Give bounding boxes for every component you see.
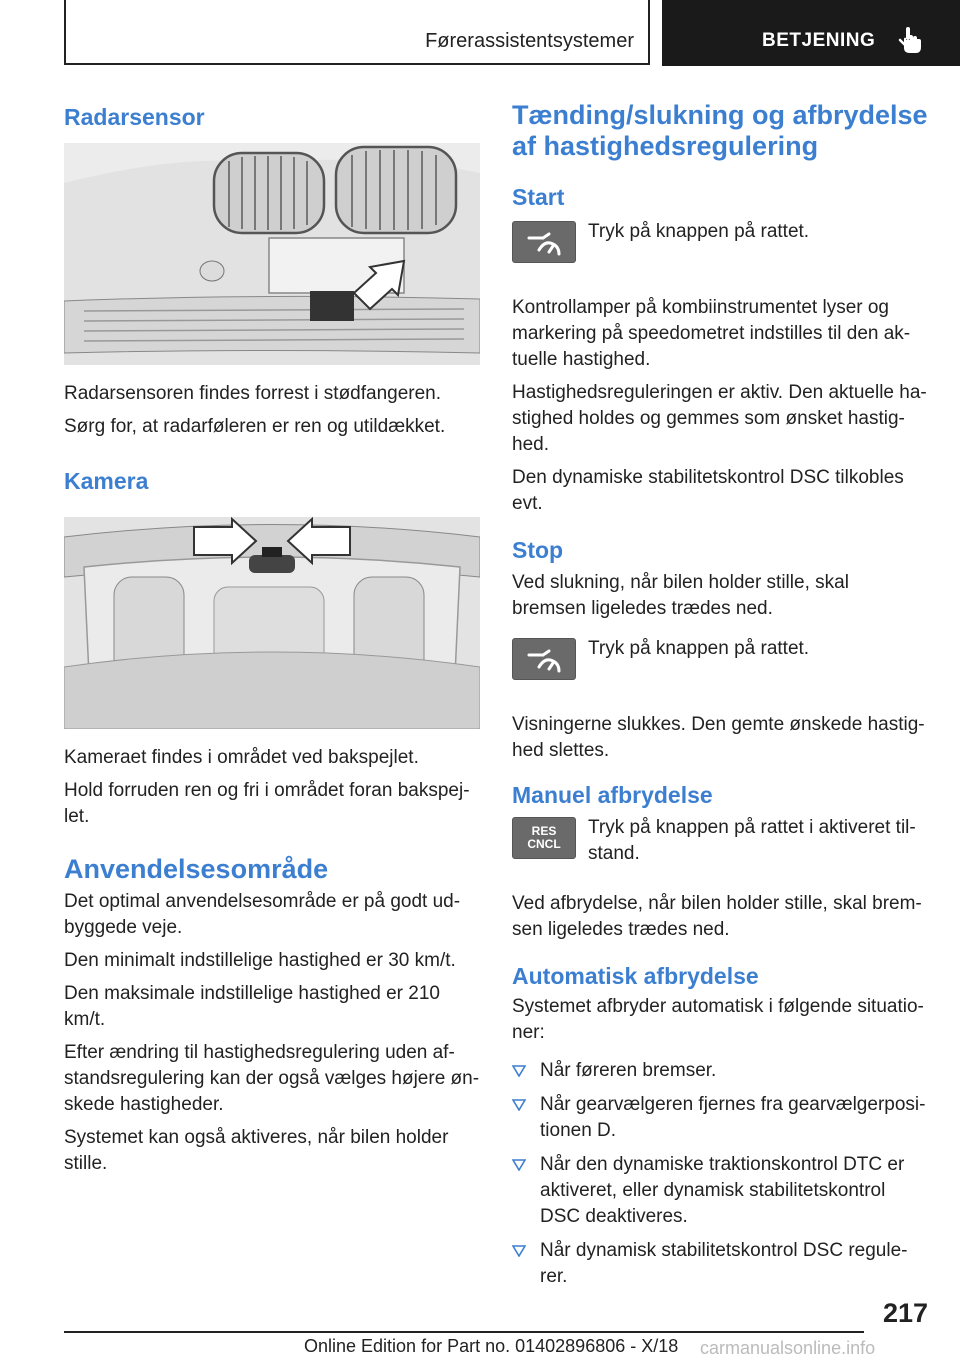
- camera-paragraph-2: Hold forruden ren og fri i området foran bakspej-let.: [64, 780, 470, 827]
- stop-paragraph-2: Visningerne slukkes. Den gemte ønskede hastig-hed slettes.: [512, 714, 925, 761]
- start-paragraph-2: Hastighedsreguleringen er aktiv. Den aktuelle ha-stighed holdes og gemmes som ønsket hastig-hed.: [512, 382, 927, 455]
- stop-heading: Stop: [512, 537, 564, 563]
- edition-text: Online Edition for Part no. 01402896806 - X/18: [304, 1336, 679, 1356]
- triangle-bullet-icon: [512, 1159, 526, 1171]
- res-cncl-button[interactable]: [512, 817, 576, 859]
- list-item: [512, 1238, 928, 1290]
- right-column: [512, 100, 928, 1298]
- start-paragraph-3: Den dynamiske stabilitetskontrol DSC tilkobles evt.: [512, 467, 904, 514]
- bullet-text: Når den dynamiske traktionskontrol DTC er aktiveret, eller dynamisk stabilitetskontrol DSC deaktiveres.: [540, 1154, 905, 1227]
- chapter-tab-label: BETJENING: [762, 30, 876, 51]
- list-item: [512, 1152, 928, 1230]
- usage-heading: Anvendelsesområde: [64, 854, 329, 884]
- bullet-text: Når dynamisk stabilitetskontrol DSC regule-rer.: [540, 1240, 908, 1287]
- manual-heading: Manuel afbrydelse: [512, 782, 713, 808]
- triangle-bullet-icon: [512, 1099, 526, 1111]
- camera-heading: Kamera: [64, 468, 149, 494]
- list-item: [512, 1058, 928, 1084]
- stop-paragraph-1: Ved slukning, når bilen holder stille, skal bremsen ligeledes trædes ned.: [512, 572, 849, 619]
- usage-paragraph-5: Systemet kan også aktiveres, når bilen holder stille.: [64, 1127, 449, 1174]
- camera-paragraph-1: Kameraet findes i området ved bakspejlet.: [64, 747, 419, 768]
- auto-heading: Automatisk afbrydelse: [512, 963, 759, 989]
- triangle-bullet-icon: [512, 1245, 526, 1257]
- start-button-row: [512, 219, 928, 285]
- page-header: [0, 0, 960, 66]
- hand-pointer-icon: [898, 26, 924, 54]
- main-heading: Tænding/slukning og afbrydelse af hastighedsregulering: [512, 100, 928, 161]
- start-button-text: Tryk på knappen på rattet.: [588, 221, 810, 242]
- watermark-brand: carmanualsonline.info: [700, 1338, 876, 1358]
- stop-button-text: Tryk på knappen på rattet.: [588, 638, 810, 659]
- manual-paragraph-1: Ved afbrydelse, når bilen holder stille, skal brem-sen ligeledes trædes ned.: [512, 893, 922, 940]
- res-cncl-label-top: RES: [531, 824, 557, 838]
- left-column: [64, 100, 480, 1184]
- manual-button-text: Tryk på knappen på rattet i aktiveret til-stand.: [588, 817, 916, 864]
- car-front-illustration: [64, 143, 480, 365]
- camera-image: [64, 517, 480, 729]
- page-number: 217: [882, 1298, 928, 1328]
- section-title: Førerassistentsystemer: [425, 30, 634, 52]
- list-item: [512, 1092, 928, 1144]
- radar-heading: Radarsensor: [64, 104, 205, 130]
- cruise-control-button[interactable]: [512, 221, 576, 263]
- usage-paragraph-3: Den maksimale indstillelige hastighed er 210 km/t.: [64, 983, 440, 1030]
- header-left-rule: [64, 0, 66, 64]
- usage-paragraph-4: Efter ændring til hastighedsregulering uden af-standsregulering kan der også vælges højere øn-skede hastigheder.: [64, 1042, 480, 1115]
- header-bottom-rule: [64, 63, 650, 65]
- cruise-control-icon: [513, 639, 577, 681]
- cruise-control-icon: [513, 222, 577, 264]
- header-mid-rule: [648, 0, 650, 64]
- manual-button-row: [512, 815, 928, 881]
- start-heading: Start: [512, 184, 565, 210]
- res-cncl-label-bottom: CNCL: [527, 837, 561, 851]
- usage-paragraph-1: Det optimal anvendelsesområde er på godt ud-byggede veje.: [64, 891, 461, 938]
- bullet-text: Når gearvælgeren fjernes fra gearvælgerposi-tionen D.: [540, 1094, 926, 1141]
- stop-button-row: [512, 636, 928, 702]
- car-interior-illustration: [64, 517, 480, 729]
- footer-rule: [64, 1331, 864, 1333]
- usage-paragraph-2: Den minimalt indstillelige hastighed er 30 km/t.: [64, 950, 456, 971]
- start-paragraph-1: Kontrollamper på kombiinstrumentet lyser og markering på speedometret indstilles til den ak-tuelle hastighed.: [512, 297, 911, 370]
- auto-paragraph-1: Systemet afbryder automatisk i følgende situatio-ner:: [512, 996, 924, 1043]
- chapter-tab[interactable]: [662, 0, 960, 66]
- radar-sensor-image: [64, 143, 480, 365]
- cruise-control-button-stop[interactable]: [512, 638, 576, 680]
- triangle-bullet-icon: [512, 1065, 526, 1077]
- radar-paragraph-1: Radarsensoren findes forrest i stødfangeren.: [64, 383, 442, 404]
- radar-paragraph-2: Sørg for, at radarføleren er ren og utildækket.: [64, 416, 446, 437]
- bullet-text: Når føreren bremser.: [540, 1060, 717, 1081]
